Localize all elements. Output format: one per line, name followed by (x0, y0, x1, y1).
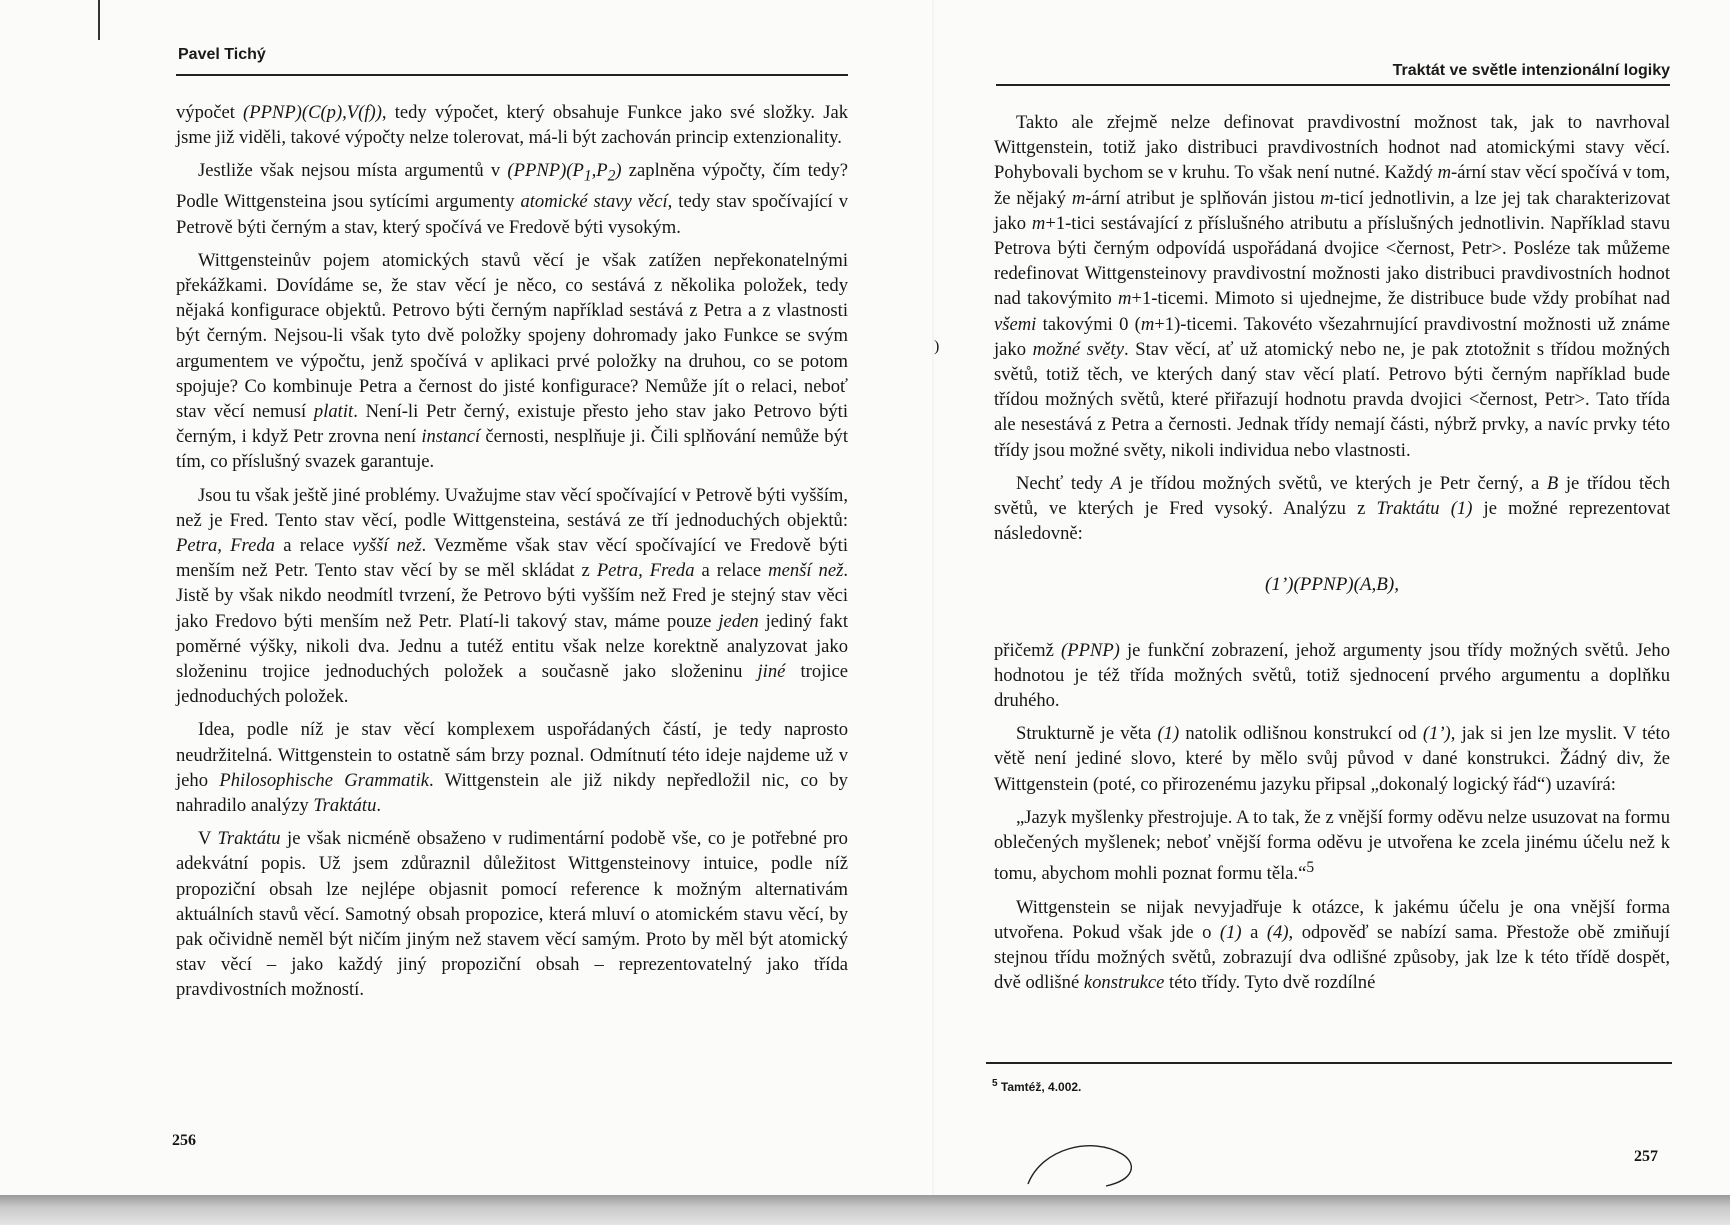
left-paragraph: V Traktátu je však nicméně obsaženo v rudimentární podobě vše, co je potřebné pro adekvátní popis. Už jsem zdůraznil důležitost Wittgensteinovy intuice, podle níž propoziční obsah lze nejlépe objasnit pomocí reference k možným alternativám aktuálních stavů věcí. Samotný obsah propozice, která mluví o atomickém stavu věcí, by pak očividně neměl být ničím jiným než stavem věcí samým. Proto by měl být atomický stav věcí – jako každý jiný propoziční obsah – reprezentovatelný jako třída pravdivostních možností. (176, 828, 848, 1001)
left-page-number: 256 (172, 1132, 196, 1149)
right-paragraph: Wittgenstein se nijak nevyjadřuje k otázce, k jakému účelu je ona vnější forma utvořena. Pokud však jde o (1) a (4), odpověď se nabízí sama. Přestože obě zmiňují stejnou třídu možných světů, zobrazují dva odlišné způsoby, jak lze k této třídě dospět, dvě odlišné konstrukce této třídy. Tyto dvě rozdílné (994, 896, 1670, 994)
right-paragraph: „Jazyk myšlenky přestrojuje. A to tak, že z vnější formy oděvu nelze usuzovat na formu oblečených myšlenek; neboť vnější forma oděvu je utvořena ke zcela jinému účelu než k tomu, abychom mohli poznat formu těla.“$^5$ (994, 806, 1670, 885)
right-paragraph: Nechť tedy A je třídou možných světů, ve kterých je Petr černý, a B je třídou těch světů, ve kterých je Fred vysoký. Analýzu z Traktátu (1) je možné reprezentovat následovně: (994, 472, 1671, 545)
scan-bottom-shadow (0, 1195, 1730, 1225)
left-header-rule (176, 74, 848, 76)
left-paragraph: Jsou tu však ještě jiné problémy. Uvažujme stav věcí spočívající v Petrově býti vyšším, než je Fred. Tento stav věcí, podle Wittgensteina, sestává ze tří jednoduchých objektů: Petra, Freda a relace vyšší než. Vezměme však stav věcí spočívající ve Fredově býti menším než Petr. Tento stav věcí by se měl skládat z Petra, Freda a relace menší než. Jistě by však nikdo neodmítl tvrzení, že Petrovo býti vyšším než Fred je stejný stav věci jako Fredovo býti menším než Petr. Platí-li takový stav, máme pouze jeden jediný fakt poměrné výšky, nikoli dva. Jednu a tutéž entitu však nelze korektně analyzovat jako složeninu trojice jednoduchých položek a současně jako složeninu jiné trojice jednoduchých položek. (176, 484, 848, 708)
footnote: $^5$ Tamtéž, 4.002. (992, 1078, 1082, 1094)
left-paragraph: Jestliže však nejsou místa argumentů v $(PPNP)(P_1,P_2)$ zaplněna výpočty, čím tedy? Podle Wittgensteina jsou sytícími argumenty atomické stavy věcí, tedy stav spočívající v Petrově býti černým a stav, který spočívá ve Fredově býti vysokým. (176, 160, 848, 238)
right-paragraph: Takto ale zřejmě nelze definovat pravdivostní možnost tak, jak to navrhoval Wittgenstein, totiž jako distribuci pravdivostních hodnot nad atomickými stavy věcí. Pohybovali bychom se v kruhu. To však není nutné. Každý m-ární stav věcí spočívá v tom, že nějaký m-ární atribut je splňován jistou m-ticí jednotlivin, a lze jej tak charakterizovat jako m+1-tici sestávající z příslušného atributu a příslušných jednotlivin. Například stavu Petrova býti černým odpovídá uspořádaná dvojice <černost, Petr>. Posléze tak můžeme redefinovat Wittgensteinovy pravdivostní možnosti jako distribuci pravdivostních hodnot nad takovýmito m+1-ticemi. Mimoto si ujednejme, že distribuce bude vždy probíhat nad všemi takovými 0 (m+1)-ticemi. Takovéto všezahrnující pravdivostní možnosti už známe jako možné světy. Stav věcí, ať už atomický nebo ne, je pak ztotožnit s třídou možných světů, totiž těch, ve kterých daný stav věcí platí. Petrovo býti černým například bude třídou možných světů, které přiřazují hodnotu pravda dvojici <černost, Petr>. Tato třída ale nesestává z Petra a černosti. Jednak třídy nemají části, nýbrž prvky, a navíc prvky této třídy jsou možné světy, nikoli individua nebo vlastnosti. (994, 112, 1671, 461)
page-edge-mark (98, 0, 100, 40)
formula-1-prime: (1’)(PPNP)(A,B), (1265, 574, 1399, 596)
left-paragraph: Idea, podle níž je stav věcí komplexem uspořádaných částí, je tedy naprosto neudržitelná. Wittgenstein to ostatně sám brzy poznal. Odmítnutí této ideje najdeme už v jeho Philosophische Grammatik. Wittgenstein ale již nikdy nepředložil nic, co by nahradilo analýzy Traktátu. (176, 719, 848, 816)
left-paragraph: výpočet (PPNP)(C(p),V(f)), tedy výpočet, který obsahuje Funkce jako své složky. Jak jsme již viděli, takové výpočty nelze tolerovat, má-li být zachován princip extenzionality. (176, 102, 848, 149)
footnote-rule (986, 1062, 1672, 1064)
gutter-fold (932, 0, 934, 1195)
right-page-number: 257 (1634, 1148, 1658, 1165)
right-paragraph: přičemž (PPNP) je funkční zobrazení, jehož argumenty jsou třídy možných světů. Jeho hodnotou je též třída možných světů, totiž sjednocení prvého argumentu a doplňku druhého. (994, 639, 1670, 712)
right-header-rule (996, 84, 1670, 86)
pencil-scribble-mark (1022, 1128, 1142, 1192)
right-body-text (994, 110, 1670, 1003)
left-paragraph: Wittgensteinův pojem atomických stavů věcí je však zatížen nepřekonatelnými překážkami. Dovídáme se, že stav věcí je něco, co sestává z několika položek, tedy nějaká konfigurace objektů. Petrovo býti černým například sestává z Petra a z vlastnosti být černým. Nejsou-li však tyto dvě položky spojeny dohromady jako Funkce se svým argumentem ve výpočtu, jenž spočívá v aplikaci prvé položky na druhou, co se potom spojuje? Co kombinuje Petra a černost do jisté konfigurace? Nemůže jít o relaci, neboť stav věcí nemusí platit. Není-li Petr černý, existuje přesto jeho stav jako Petrovo býti černým, i když Petr zrovna není instancí černosti, nesplňuje ji. Čili splňování nemůže být tím, co příslušný svazek garantuje. (176, 249, 849, 473)
right-paragraph: Strukturně je věta (1) natolik odlišnou konstrukcí od (1’), jak si jen lze myslit. V této větě není jediné slovo, které by mělo svůj původ v dané konstrukci. Žádný div, že Wittgenstein (poté, co přirozenému jazyku připsal „dokonalý logický řád“) uzavírá: (994, 723, 1670, 795)
right-running-head: Traktát ve světle intenzionální logiky (1392, 62, 1670, 79)
margin-mark: ) (934, 338, 940, 355)
left-body-text (176, 100, 848, 1011)
left-running-head: Pavel Tichý (178, 46, 266, 63)
